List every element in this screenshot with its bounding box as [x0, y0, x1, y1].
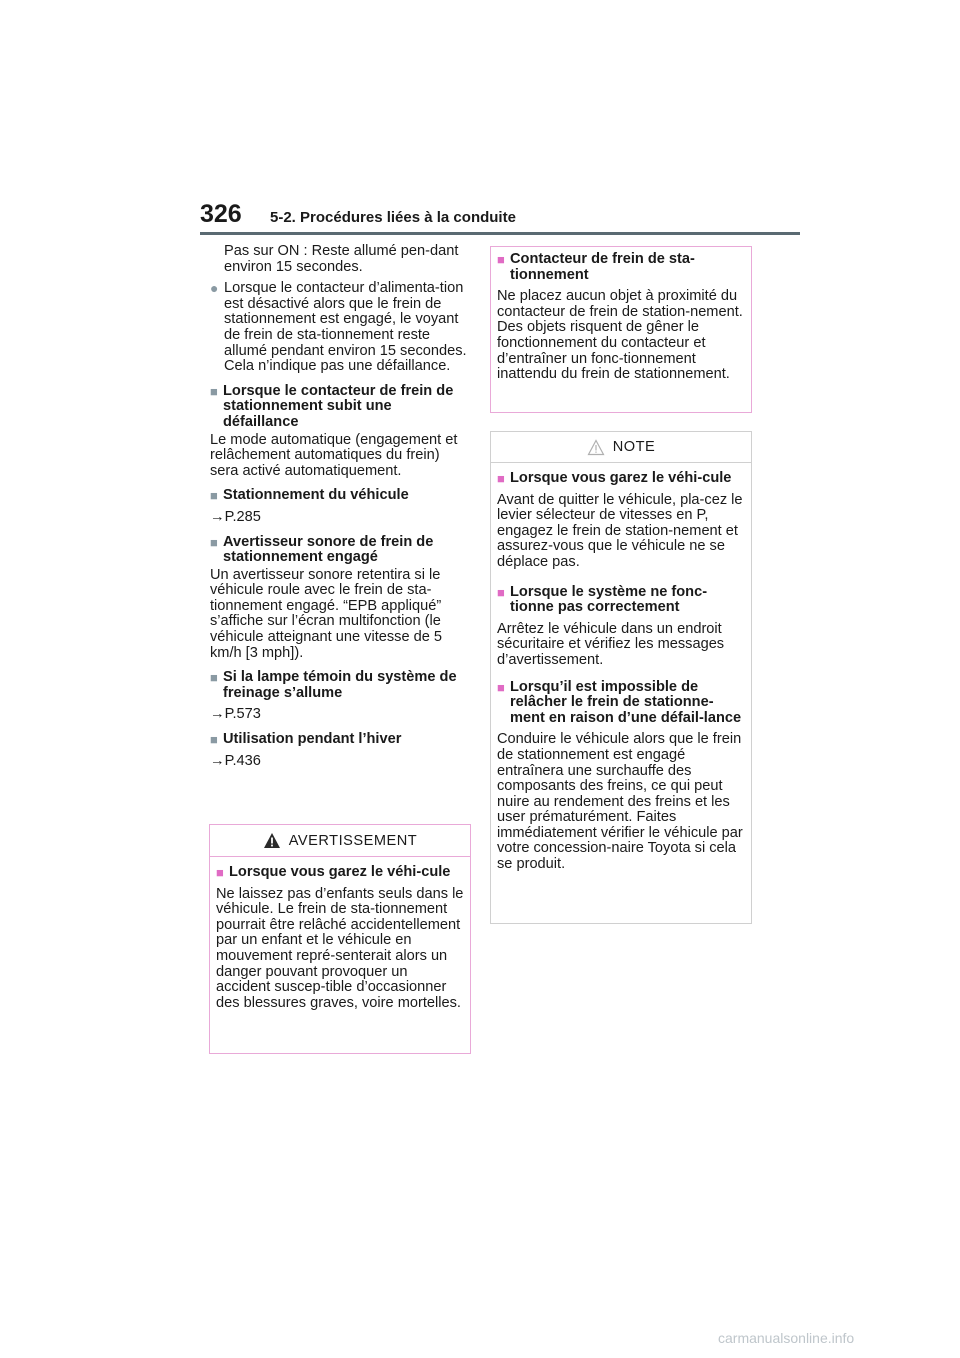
- note-heading: ■ Lorsque vous garez le véhi-cule: [497, 470, 732, 486]
- warning-heading: ■ Lorsque vous garez le véhi-cule: [216, 864, 451, 880]
- caution-continuation-box: [490, 246, 752, 413]
- section-body: Un avertisseur sonore retentira si le véhicule roule avec le frein de sta-tionnement engagé. “EPB appliqué” s’affiche sur l’écran multifonction (le véhicule atteignant une vitesse de 5 km/h [3 mph]).: [210, 566, 443, 661]
- section-title: 5-2. Procédures liées à la conduite: [270, 209, 516, 226]
- square-bullet-icon: ■: [210, 488, 218, 504]
- section-body: Le mode automatique (engagement et relâchement automatiques du frein) sera activé automatiquement.: [210, 431, 458, 479]
- square-bullet-icon: ■: [497, 252, 505, 267]
- note-title: NOTE: [612, 439, 656, 455]
- note-body: Avant de quitter le véhicule, pla-cez le levier sélecteur de vitesses en P, engagez le frein de station-nement et assurez-vous que le véhicule ne se déplace pas.: [497, 491, 743, 570]
- square-bullet-icon: ■: [497, 471, 505, 486]
- square-bullet-icon: ■: [497, 679, 505, 695]
- left-column: [210, 244, 468, 769]
- warning-box: [209, 824, 471, 1054]
- square-bullet-icon: ■: [210, 534, 218, 550]
- page-reference-link[interactable]: →P.573: [210, 706, 261, 723]
- caution-triangle-icon: [587, 439, 605, 456]
- bullet-icon: ●: [210, 280, 219, 297]
- note-body: Arrêtez le véhicule dans un endroit sécuritaire et vérifiez les messages d’avertissement.: [497, 620, 725, 668]
- section-heading: ■ Lorsque le contacteur de frein de stationnement subit une défaillance: [210, 382, 454, 430]
- bullet-text: Lorsque le contacteur d’alimenta-tion est désactivé alors que le frein de stationnement est engagé, le voyant de frein de sta-tionnement reste allumé pendant environ 15 secondes. Cela n’indique pas une défaillance.: [224, 280, 467, 375]
- watermark: carmanualsonline.info: [718, 1330, 855, 1346]
- square-bullet-icon: ■: [210, 670, 218, 686]
- note-body: Conduire le véhicule alors que le frein de stationnement est engagé entraînera une surchauffe des composants des freins, ce qui peut nuire au rendement des freins et les user prématurément. Faites immédiatement vérifier le véhicule par votre concession-naire Toyota si cela se produit.: [497, 731, 743, 873]
- section-heading: ■ Avertisseur sonore de frein de stationnement engagé: [210, 533, 434, 566]
- warning-body: Ne laissez pas d’enfants seuls dans le véhicule. Le frein de sta-tionnement pourrait être relâché accidentellement par un enfant et le véhicule en mouvement repré-senterait alors un danger pouvant provoquer un accident suscep-tible d’occasionner des blessures graves, voire mortelles.: [216, 885, 464, 1011]
- page-number: 326: [200, 200, 242, 228]
- note-box: [490, 431, 752, 924]
- section-heading: ■ Utilisation pendant l’hiver: [210, 731, 402, 748]
- page-reference-link[interactable]: →P.436: [210, 752, 261, 769]
- warning-triangle-icon: [263, 832, 281, 849]
- note-heading: ■ Lorsqu’il est impossible de relâcher le frein de stationne-ment en raison d’une défail-lance: [497, 678, 742, 726]
- square-bullet-icon: ■: [497, 584, 505, 600]
- square-bullet-icon: ■: [210, 732, 218, 748]
- note-heading: ■ Lorsque le système ne fonc-tionne pas correctement: [497, 583, 708, 616]
- page-reference-link[interactable]: →P.285: [210, 508, 261, 525]
- warning-title: AVERTISSEMENT: [288, 832, 418, 849]
- header-divider: [200, 232, 800, 235]
- section-heading: ■ Si la lampe témoin du système de freinage s’allume: [210, 669, 457, 701]
- section-heading: ■ Stationnement du véhicule: [210, 487, 409, 504]
- warning-header: [210, 825, 470, 857]
- note-header: [491, 432, 751, 463]
- caution-body: Ne placez aucun objet à proximité du contacteur de frein de station-nement. Des objets risquent de gêner le fonctionnement du contacteur et d’entraîner un fonc-tionnement inattendu du frein de stationnement.: [497, 288, 743, 383]
- square-bullet-icon: ■: [216, 865, 224, 880]
- caution-heading: ■ Contacteur de frein de sta-tionnement: [497, 251, 695, 283]
- square-bullet-icon: ■: [210, 383, 218, 399]
- list-item: [210, 281, 468, 375]
- intro-text: Pas sur ON : Reste allumé pen-dant environ 15 secondes.: [224, 243, 459, 275]
